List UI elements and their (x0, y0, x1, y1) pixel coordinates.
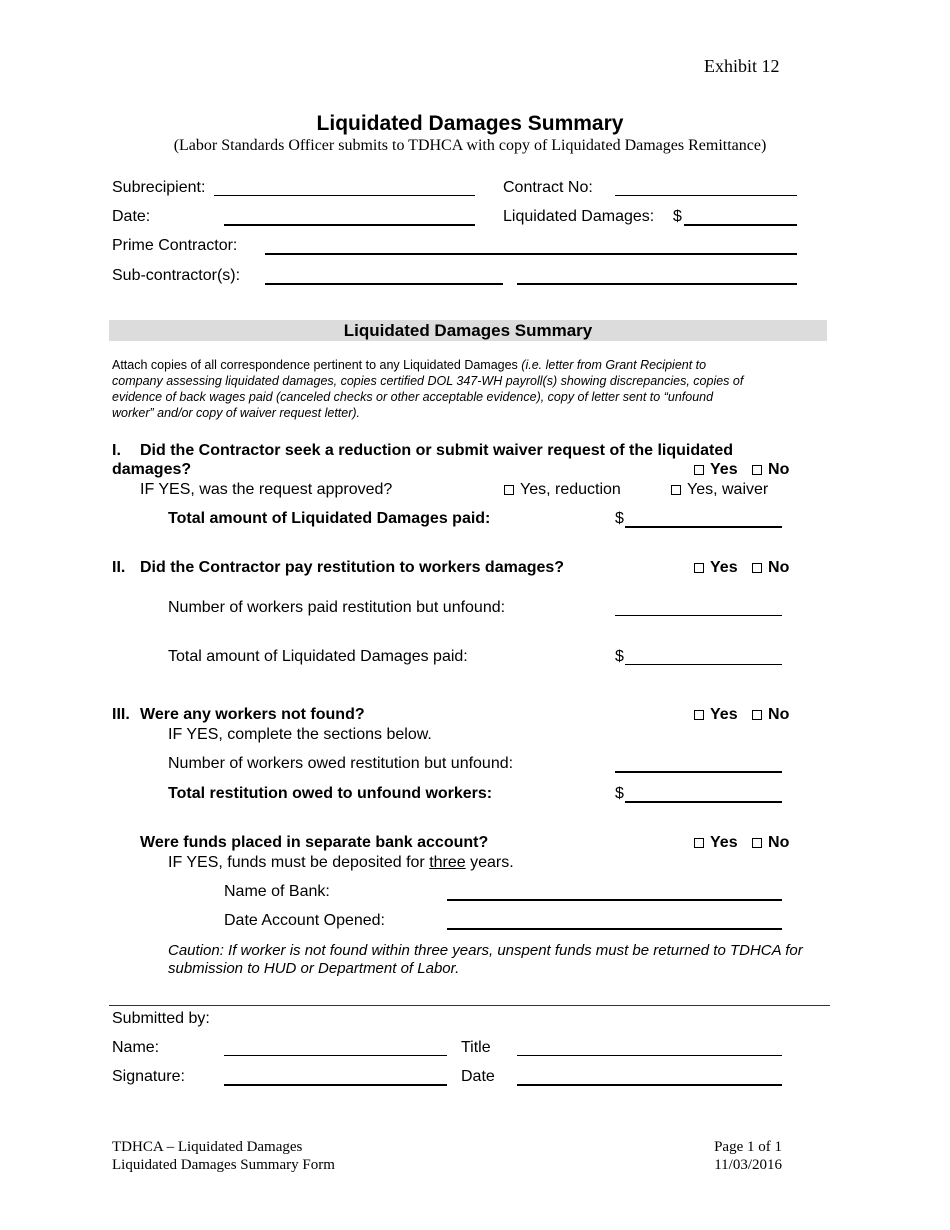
date-opened-field[interactable] (447, 928, 782, 930)
section1-opt-waiver (671, 481, 768, 499)
subcontractor-field-1[interactable] (265, 283, 503, 285)
intro-line-2: company assessing liquidated damages, copies certified DOL 347-WH payroll(s) showing discrepancies, copies of (112, 374, 744, 388)
section3-yes-no (694, 706, 789, 724)
page-title: Liquidated Damages Summary (316, 112, 624, 135)
section3-question: Were any workers not found? (140, 706, 365, 723)
bank-name-label: Name of Bank: (224, 883, 330, 900)
waiver-label: Yes, waiver (687, 481, 769, 498)
name-label: Name: (112, 1039, 160, 1056)
funds-question: Were funds placed in separate bank account? (140, 834, 489, 851)
title-label: Title (461, 1039, 491, 1056)
deposit-requirement (168, 854, 514, 872)
section3-total-owed-field[interactable] (625, 801, 782, 803)
deposit-pre: IF YES, funds must be deposited for (168, 854, 430, 871)
submitted-by-label: Submitted by: (112, 1010, 210, 1027)
page-number: Page 1 of 1 (714, 1139, 782, 1155)
signature-field[interactable] (224, 1084, 447, 1086)
date-submitted-field[interactable] (517, 1084, 782, 1086)
prime-contractor-field[interactable] (265, 253, 797, 255)
date-submitted-label: Date (461, 1068, 495, 1085)
contract-no-label: Contract No: (503, 179, 593, 196)
intro-line-3: evidence of back wages paid (canceled checks or other acceptable evidence), copy of letter sent to “unfound (112, 390, 714, 404)
subrecipient-label: Subrecipient: (112, 179, 206, 196)
exhibit-label: Exhibit 12 (704, 56, 780, 76)
section3-number: III. (112, 706, 130, 723)
footer-date: 11/03/2016 (714, 1157, 782, 1173)
section1-yes-checkbox[interactable] (694, 465, 704, 475)
liquidated-damages-label: Liquidated Damages: (503, 208, 655, 225)
subrecipient-field[interactable] (214, 195, 475, 196)
yes-label: Yes (710, 706, 738, 723)
reduction-checkbox[interactable] (504, 485, 514, 495)
page-subtitle: (Labor Standards Officer submits to TDHCA with copy of Liquidated Damages Remittance) (173, 137, 767, 154)
funds-yes-no (694, 834, 789, 852)
section1-yes-no (694, 461, 789, 479)
footer-left-line-2: Liquidated Damages Summary Form (112, 1157, 335, 1173)
section2-dollar: $ (615, 648, 624, 665)
section1-no-checkbox[interactable] (752, 465, 762, 475)
caution-line-1: Caution: If worker is not found within three years, unspent funds must be returned to TDHCA for (168, 942, 803, 959)
subcontractors-label: Sub-contractor(s): (112, 267, 241, 284)
caution-note (168, 942, 803, 978)
no-label: No (768, 834, 790, 851)
section2-no-checkbox[interactable] (752, 563, 762, 573)
section-bar-title: Liquidated Damages Summary (343, 321, 593, 340)
subcontractor-field-2[interactable] (517, 283, 797, 285)
section1-dollar: $ (615, 510, 624, 527)
footer-right (714, 1138, 782, 1174)
section3-if-yes: IF YES, complete the sections below. (168, 726, 432, 743)
section2-workers-paid-label: Number of workers paid restitution but unfound: (168, 599, 506, 616)
liquidated-damages-field[interactable] (684, 224, 797, 226)
section2-workers-paid-field[interactable] (615, 615, 782, 616)
section1-approved-question: IF YES, was the request approved? (140, 481, 393, 498)
name-field[interactable] (224, 1055, 447, 1056)
intro-italic: (i.e. letter from Grant Recipient to (521, 358, 707, 372)
section2-yes-checkbox[interactable] (694, 563, 704, 573)
funds-yes-checkbox[interactable] (694, 838, 704, 848)
section3-no-checkbox[interactable] (752, 710, 762, 720)
yes-label: Yes (710, 559, 738, 576)
section3-yes-checkbox[interactable] (694, 710, 704, 720)
contract-no-field[interactable] (615, 195, 797, 196)
section1-number: I. (112, 442, 121, 459)
section2-question: Did the Contractor pay restitution to workers damages? (140, 559, 565, 576)
section3-total-owed-label: Total restitution owed to unfound workers: (168, 785, 493, 802)
title-field[interactable] (517, 1055, 782, 1056)
section2-number: II. (112, 559, 126, 576)
date-label: Date: (112, 208, 151, 225)
reduction-label: Yes, reduction (520, 481, 621, 498)
yes-label: Yes (710, 834, 738, 851)
section1-question-line2: damages? (112, 461, 192, 478)
signature-label: Signature: (112, 1068, 185, 1085)
intro-plain: Attach copies of all correspondence pertinent to any Liquidated Damages (112, 358, 522, 372)
deposit-underlined: three (429, 854, 466, 871)
waiver-checkbox[interactable] (671, 485, 681, 495)
intro-paragraph (112, 357, 743, 421)
date-opened-label: Date Account Opened: (224, 912, 385, 929)
date-field[interactable] (224, 224, 475, 226)
section2-total-paid-field[interactable] (625, 664, 782, 665)
dollar-sign: $ (673, 208, 682, 225)
section1-total-paid-label: Total amount of Liquidated Damages paid: (168, 510, 491, 527)
divider (109, 1005, 830, 1006)
intro-line-4: worker” and/or copy of waiver request letter). (112, 406, 361, 420)
section2-total-paid-label: Total amount of Liquidated Damages paid: (168, 648, 468, 665)
funds-no-checkbox[interactable] (752, 838, 762, 848)
no-label: No (768, 706, 790, 723)
section1-total-paid-field[interactable] (625, 526, 782, 528)
no-label: No (768, 559, 790, 576)
caution-line-2: submission to HUD or Department of Labor. (168, 960, 460, 977)
footer-left-line-1: TDHCA – Liquidated Damages (112, 1139, 303, 1155)
footer-left (112, 1138, 335, 1174)
no-label: No (768, 461, 790, 478)
section1-opt-reduction (504, 481, 621, 499)
section2-yes-no (694, 559, 789, 577)
yes-label: Yes (710, 461, 738, 478)
section3-workers-owed-label: Number of workers owed restitution but unfound: (168, 755, 514, 772)
bank-name-field[interactable] (447, 899, 782, 901)
deposit-post: years. (465, 854, 514, 871)
section3-dollar: $ (615, 785, 624, 802)
section3-workers-owed-field[interactable] (615, 771, 782, 773)
prime-contractor-label: Prime Contractor: (112, 237, 238, 254)
section1-question-line1: Did the Contractor seek a reduction or submit waiver request of the liquidated (140, 442, 733, 459)
